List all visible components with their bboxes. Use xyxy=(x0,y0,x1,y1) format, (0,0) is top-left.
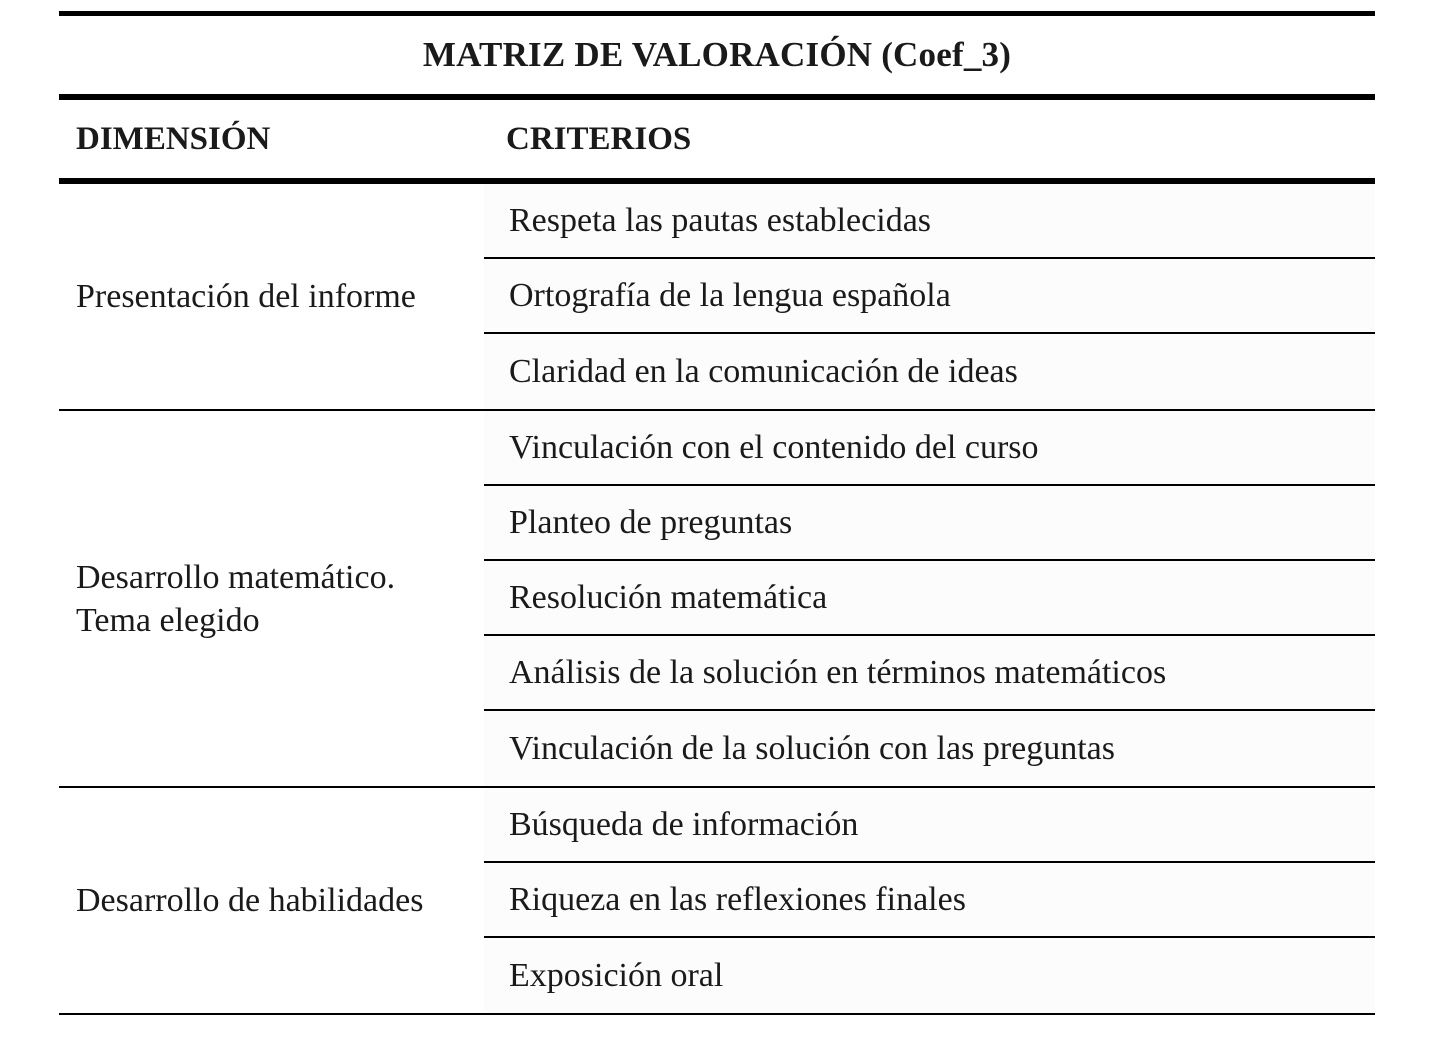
criterion-cell: Riqueza en las reflexiones finales xyxy=(484,863,1375,938)
criteria-list xyxy=(484,184,1375,409)
header-row xyxy=(59,100,1375,178)
criterion-cell: Vinculación con el contenido del curso xyxy=(484,411,1375,486)
dimension-cell xyxy=(59,184,484,409)
dimension-group-presentacion xyxy=(59,184,1375,411)
criterion-cell: Claridad en la comunicación de ideas xyxy=(484,334,1375,409)
dimension-label: Desarrollo matemático. Tema elegido xyxy=(76,558,396,639)
rubric-table xyxy=(59,11,1375,1015)
dimension-label: Desarrollo de habilidades xyxy=(76,882,424,919)
criterion-cell: Exposición oral xyxy=(484,938,1375,1013)
criterion-cell: Ortografía de la lengua española xyxy=(484,259,1375,334)
header-criteria: CRITERIOS xyxy=(506,120,692,157)
criterion-cell: Búsqueda de información xyxy=(484,788,1375,863)
header-dimension: DIMENSIÓN xyxy=(76,120,271,157)
criteria-list xyxy=(484,411,1375,786)
criterion-cell: Planteo de preguntas xyxy=(484,486,1375,561)
criterion-cell: Análisis de la solución en términos matemáticos xyxy=(484,636,1375,711)
dimension-group-habilidades xyxy=(59,788,1375,1015)
criterion-cell: Vinculación de la solución con las preguntas xyxy=(484,711,1375,786)
criterion-cell: Resolución matemática xyxy=(484,561,1375,636)
table-title: MATRIZ DE VALORACIÓN (Coef_3) xyxy=(422,35,1012,74)
criteria-list xyxy=(484,788,1375,1013)
criterion-cell: Respeta las pautas establecidas xyxy=(484,184,1375,259)
dimension-cell xyxy=(59,788,484,1013)
dimension-group-desarrollo-matematico xyxy=(59,411,1375,788)
dimension-label: Presentación del informe xyxy=(76,278,416,315)
dimension-cell xyxy=(59,411,484,786)
